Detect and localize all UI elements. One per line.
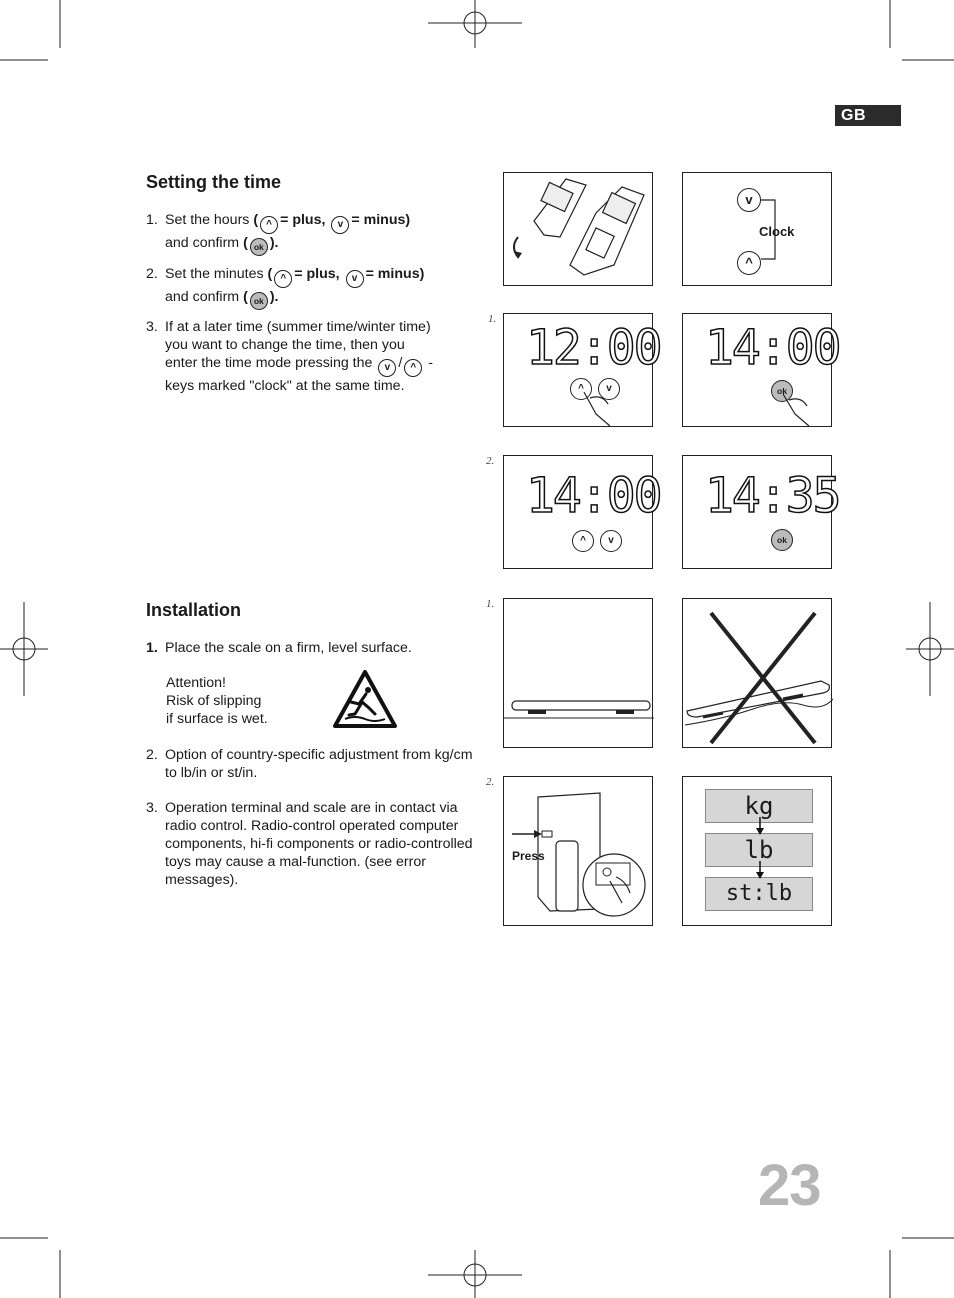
ok-key-icon: ok (771, 529, 793, 551)
up-key-icon: ^ (404, 359, 422, 377)
step-label: 2. (486, 776, 495, 788)
step-number: 1. (146, 212, 158, 228)
figure-display-12-00 (503, 313, 661, 427)
down-key-icon: v (346, 270, 364, 288)
down-key-icon: v (598, 378, 620, 400)
press-label: Press (512, 849, 545, 863)
figure-press-unit-button (503, 776, 653, 926)
setting-step-2: 2. Set the minutes ( ^ = plus, v = minus) and confirm ( ok ). (146, 265, 476, 310)
unit-sequence-arrows (683, 777, 833, 927)
down-key-icon: v (737, 188, 761, 212)
up-key-icon: ^ (737, 251, 761, 275)
pointing-hand-icon (683, 314, 833, 428)
step-label: 1. (486, 598, 495, 610)
up-key-icon: ^ (260, 216, 278, 234)
up-key-icon: ^ (570, 378, 592, 400)
setting-step-3: 3. If at a later time (summer time/winter time) you want to change the time, then you enter the time mode pressing the v / ^ - keys marked "clock" at the same time. (146, 319, 434, 394)
figure-scale-level (503, 598, 653, 748)
step-label: 1. (488, 313, 497, 325)
figure-scale-uneven-crossed (682, 598, 832, 748)
figure-clock-keys (682, 172, 832, 286)
down-key-icon: v (331, 216, 349, 234)
step-label: 2. (486, 455, 495, 467)
figure-display-14-00 (682, 313, 840, 427)
section-title-setting-time: Setting the time (146, 172, 282, 192)
ok-key-icon: ok (250, 238, 268, 256)
figure-unit-selection (682, 776, 832, 926)
page-number: 23 (758, 1153, 821, 1218)
up-key-icon: ^ (274, 270, 292, 288)
unit-st-lb-display: st:lb (705, 877, 813, 911)
lcd-time-display: 14:00 (705, 320, 840, 376)
step-number: 3. (146, 319, 158, 335)
language-tab: GB (835, 105, 901, 126)
ok-key-icon: ok (250, 292, 268, 310)
section-title-installation: Installation (146, 600, 242, 620)
slippery-surface-warning-icon (331, 668, 399, 730)
down-key-icon: v (378, 359, 396, 377)
lcd-time-display: 12:00 (526, 320, 661, 376)
scale-on-level-floor-illustration (504, 599, 654, 749)
attention-note: Attention! Risk of slipping if surface is wet. (166, 675, 268, 727)
handheld-terminal-illustration (504, 173, 654, 287)
install-step-2: 2. Option of country-specific adjustment from kg/cm to lb/in or st/in. (146, 747, 473, 781)
setting-step-1: 1. Set the hours ( ^ = plus, v = minus) and confirm ( ok ). (146, 211, 476, 256)
scale-on-uneven-floor-crossed-out (683, 599, 833, 749)
lcd-time-display: 14:00 (526, 468, 661, 524)
down-key-icon: v (600, 530, 622, 552)
figure-display-14-00-minutes (503, 455, 661, 569)
step-number: 2. (146, 266, 158, 282)
figure-terminal-battery (503, 172, 653, 286)
unit-lb-display: lb (705, 833, 813, 867)
clock-label: Clock (759, 224, 795, 239)
figure-display-14-35 (682, 455, 840, 569)
pointing-hand-icon (504, 314, 654, 428)
install-step-1: 1. Place the scale on a firm, level surface. (146, 640, 412, 656)
ok-key-icon: ok (771, 380, 793, 402)
install-step-3: 3. Operation terminal and scale are in contact via radio control. Radio-control operated computer components, hi-fi components or radio-controlled toys may cause a mal-function. (see error messages). (146, 800, 473, 888)
lcd-time-display: 14:35 (705, 468, 840, 524)
unit-kg-display: kg (705, 789, 813, 823)
up-key-icon: ^ (572, 530, 594, 552)
